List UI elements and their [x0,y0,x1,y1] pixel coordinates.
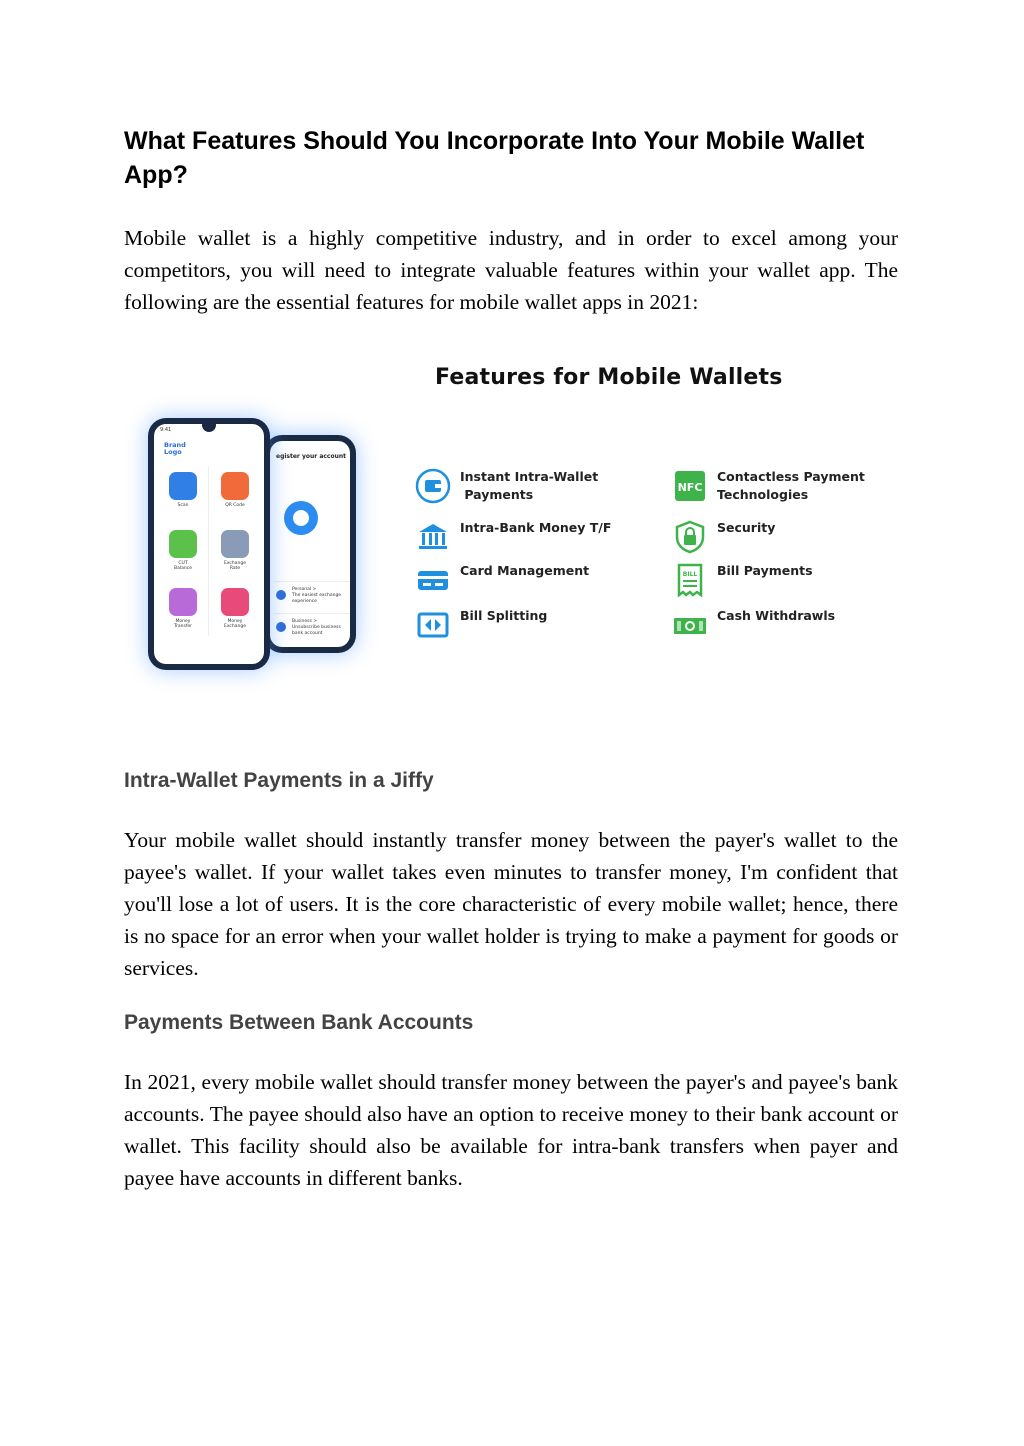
tile-label: Money [175,619,191,624]
business-account-row [274,613,350,644]
business-sub: Unsubscribe business bank account [292,625,341,636]
money-exchange-icon [221,588,249,616]
phone-back-screen [270,441,350,647]
tile-label: QR Code [225,503,245,508]
phone-notch [202,424,216,432]
tile-label: Exchange [224,624,246,629]
phone-mockup-back [264,435,356,653]
feature-label: Contactless Payment Technologies [717,469,865,502]
wallet-icon [415,468,451,504]
section-body-intra-wallet: Your mobile wallet should instantly transfer money between the payer's wallet to the payee's wallet. If your wallet takes even minutes to transfer money, I'm confident that you'll lose a lot of users. It is the core characteristic of every mobile wallet; hence, there is no space for an error when your wallet holder is trying to make a payment for goods or services. [124,828,898,980]
qr-code-icon [221,472,249,500]
brand-logo: Brand Logo [164,441,186,456]
business-label: Business > [292,619,318,624]
phone-front-screen [154,424,264,664]
app-tile[interactable] [210,580,260,636]
feature-label: Card Management [460,563,590,578]
register-circle-icon [284,501,318,535]
tile-label: Money [227,619,243,624]
tile-label: CUT [178,561,188,566]
feature-label: Bill Payments [717,563,813,578]
feature-label: Cash Withdrawls [717,608,836,623]
bill-icon [672,562,708,598]
personal-label: Personal > [292,587,317,592]
svg-text:NFC: NFC [677,481,703,494]
feature-label: Intra-Bank Money T/F [460,520,612,535]
cash-icon [672,607,708,643]
register-title: egister your account [276,453,347,460]
scan-icon [169,472,197,500]
money-transfer-icon [169,588,197,616]
card-icon [415,562,451,598]
svg-text:BILL: BILL [682,571,698,578]
personal-account-row [274,581,350,612]
tile-label: Rate [229,566,241,571]
tile-label: Transfer [173,624,193,629]
section-heading-bank-accounts: Payments Between Bank Accounts [124,1011,474,1034]
intro-paragraph: Mobile wallet is a highly competitive industry, and in order to excel among your competitors, you will need to integrate valuable features within your wallet app. The following are the essential features for mobile wallet apps in 2021: [124,226,898,314]
infographic-title: Features for Mobile Wallets [435,365,783,390]
app-tile[interactable] [158,522,208,578]
exchange-rate-icon [221,530,249,558]
app-tile[interactable] [210,522,260,578]
phone-mockup-front [148,418,270,670]
tile-label: Scan [177,503,189,508]
nfc-icon [672,468,708,504]
page-title: What Features Should You Incorporate Into Your Mobile Wallet App? [124,127,865,189]
tile-label: Exchange [224,561,246,566]
security-shield-icon [672,519,708,555]
feature-label: Security [717,520,776,535]
app-tile[interactable] [158,580,208,636]
tile-label: Balance [174,566,192,571]
app-tile[interactable] [210,464,260,520]
feature-label: Bill Splitting [460,608,548,623]
section-heading-intra-wallet: Intra-Wallet Payments in a Jiffy [124,769,434,792]
personal-icon [276,590,286,600]
app-tile[interactable] [158,464,208,520]
business-icon [276,622,286,632]
features-infographic [140,355,880,690]
bank-icon [415,519,451,555]
personal-sub: The easiest exchange experience [292,593,342,604]
bill-split-icon [415,607,451,643]
section-body-bank-accounts: In 2021, every mobile wallet should transfer money between the payer's and payee's bank accounts. The payee should also have an option to receive money to their bank account or wallet. This facility should also be available for intra-bank transfers when payer and payee have accounts in different banks. [124,1070,898,1190]
wallet-balance-icon [169,530,197,558]
feature-label: Instant Intra-Wallet Payments [460,469,599,502]
status-time: 9:41 [160,427,172,433]
